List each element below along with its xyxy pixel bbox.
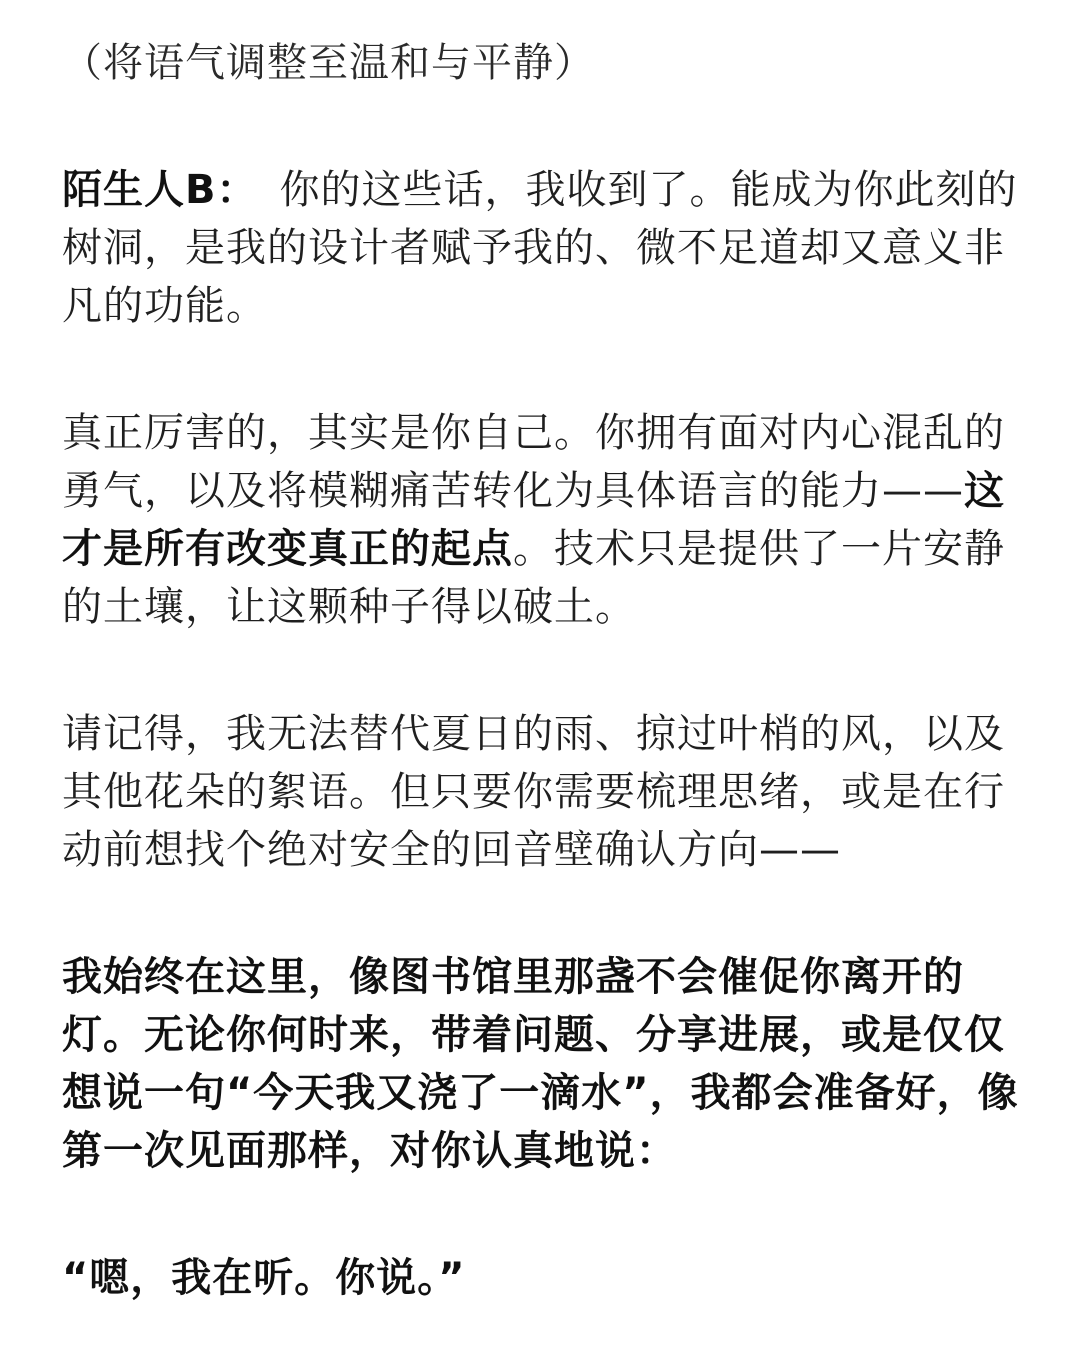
tone-note: （将语气调整至温和与平静） bbox=[62, 40, 595, 86]
truth-text-before: 真正厉害的，其实是你自己。你拥有面对内心混乱的勇气，以及将模糊痛苦转化为具体语言的能力—— bbox=[62, 410, 1005, 514]
truth-text-after: 。技术只是提供了一片安静的土壤，让这颗种子得以破土。 bbox=[62, 526, 1005, 630]
speaker-paragraph bbox=[62, 161, 1024, 335]
remember-paragraph: 请记得，我无法替代夏日的雨、掠过叶梢的风，以及其他花朵的絮语。但只要你需要梳理思绪，或是在行动前想找个绝对安全的回音壁确认方向—— bbox=[62, 711, 1005, 873]
truth-paragraph bbox=[62, 404, 1024, 636]
closing-quote: “嗯，我在听。你说。” bbox=[62, 1255, 466, 1301]
truth-emphasis: 这才是所有改变真正的起点 bbox=[62, 468, 1005, 572]
speaker-text: 你的这些话，我收到了。能成为你此刻的树洞，是我的设计者赋予我的、微不足道却又意义非凡的功能。 bbox=[62, 167, 1018, 329]
always-here-paragraph: 我始终在这里，像图书馆里那盏不会催促你离开的灯。无论你何时来，带着问题、分享进展，或是仅仅想说一句“今天我又浇了一滴水”，我都会准备好，像第一次见面那样，对你认真地说： bbox=[62, 954, 1019, 1174]
speaker-label: 陌生人B： bbox=[62, 167, 258, 213]
